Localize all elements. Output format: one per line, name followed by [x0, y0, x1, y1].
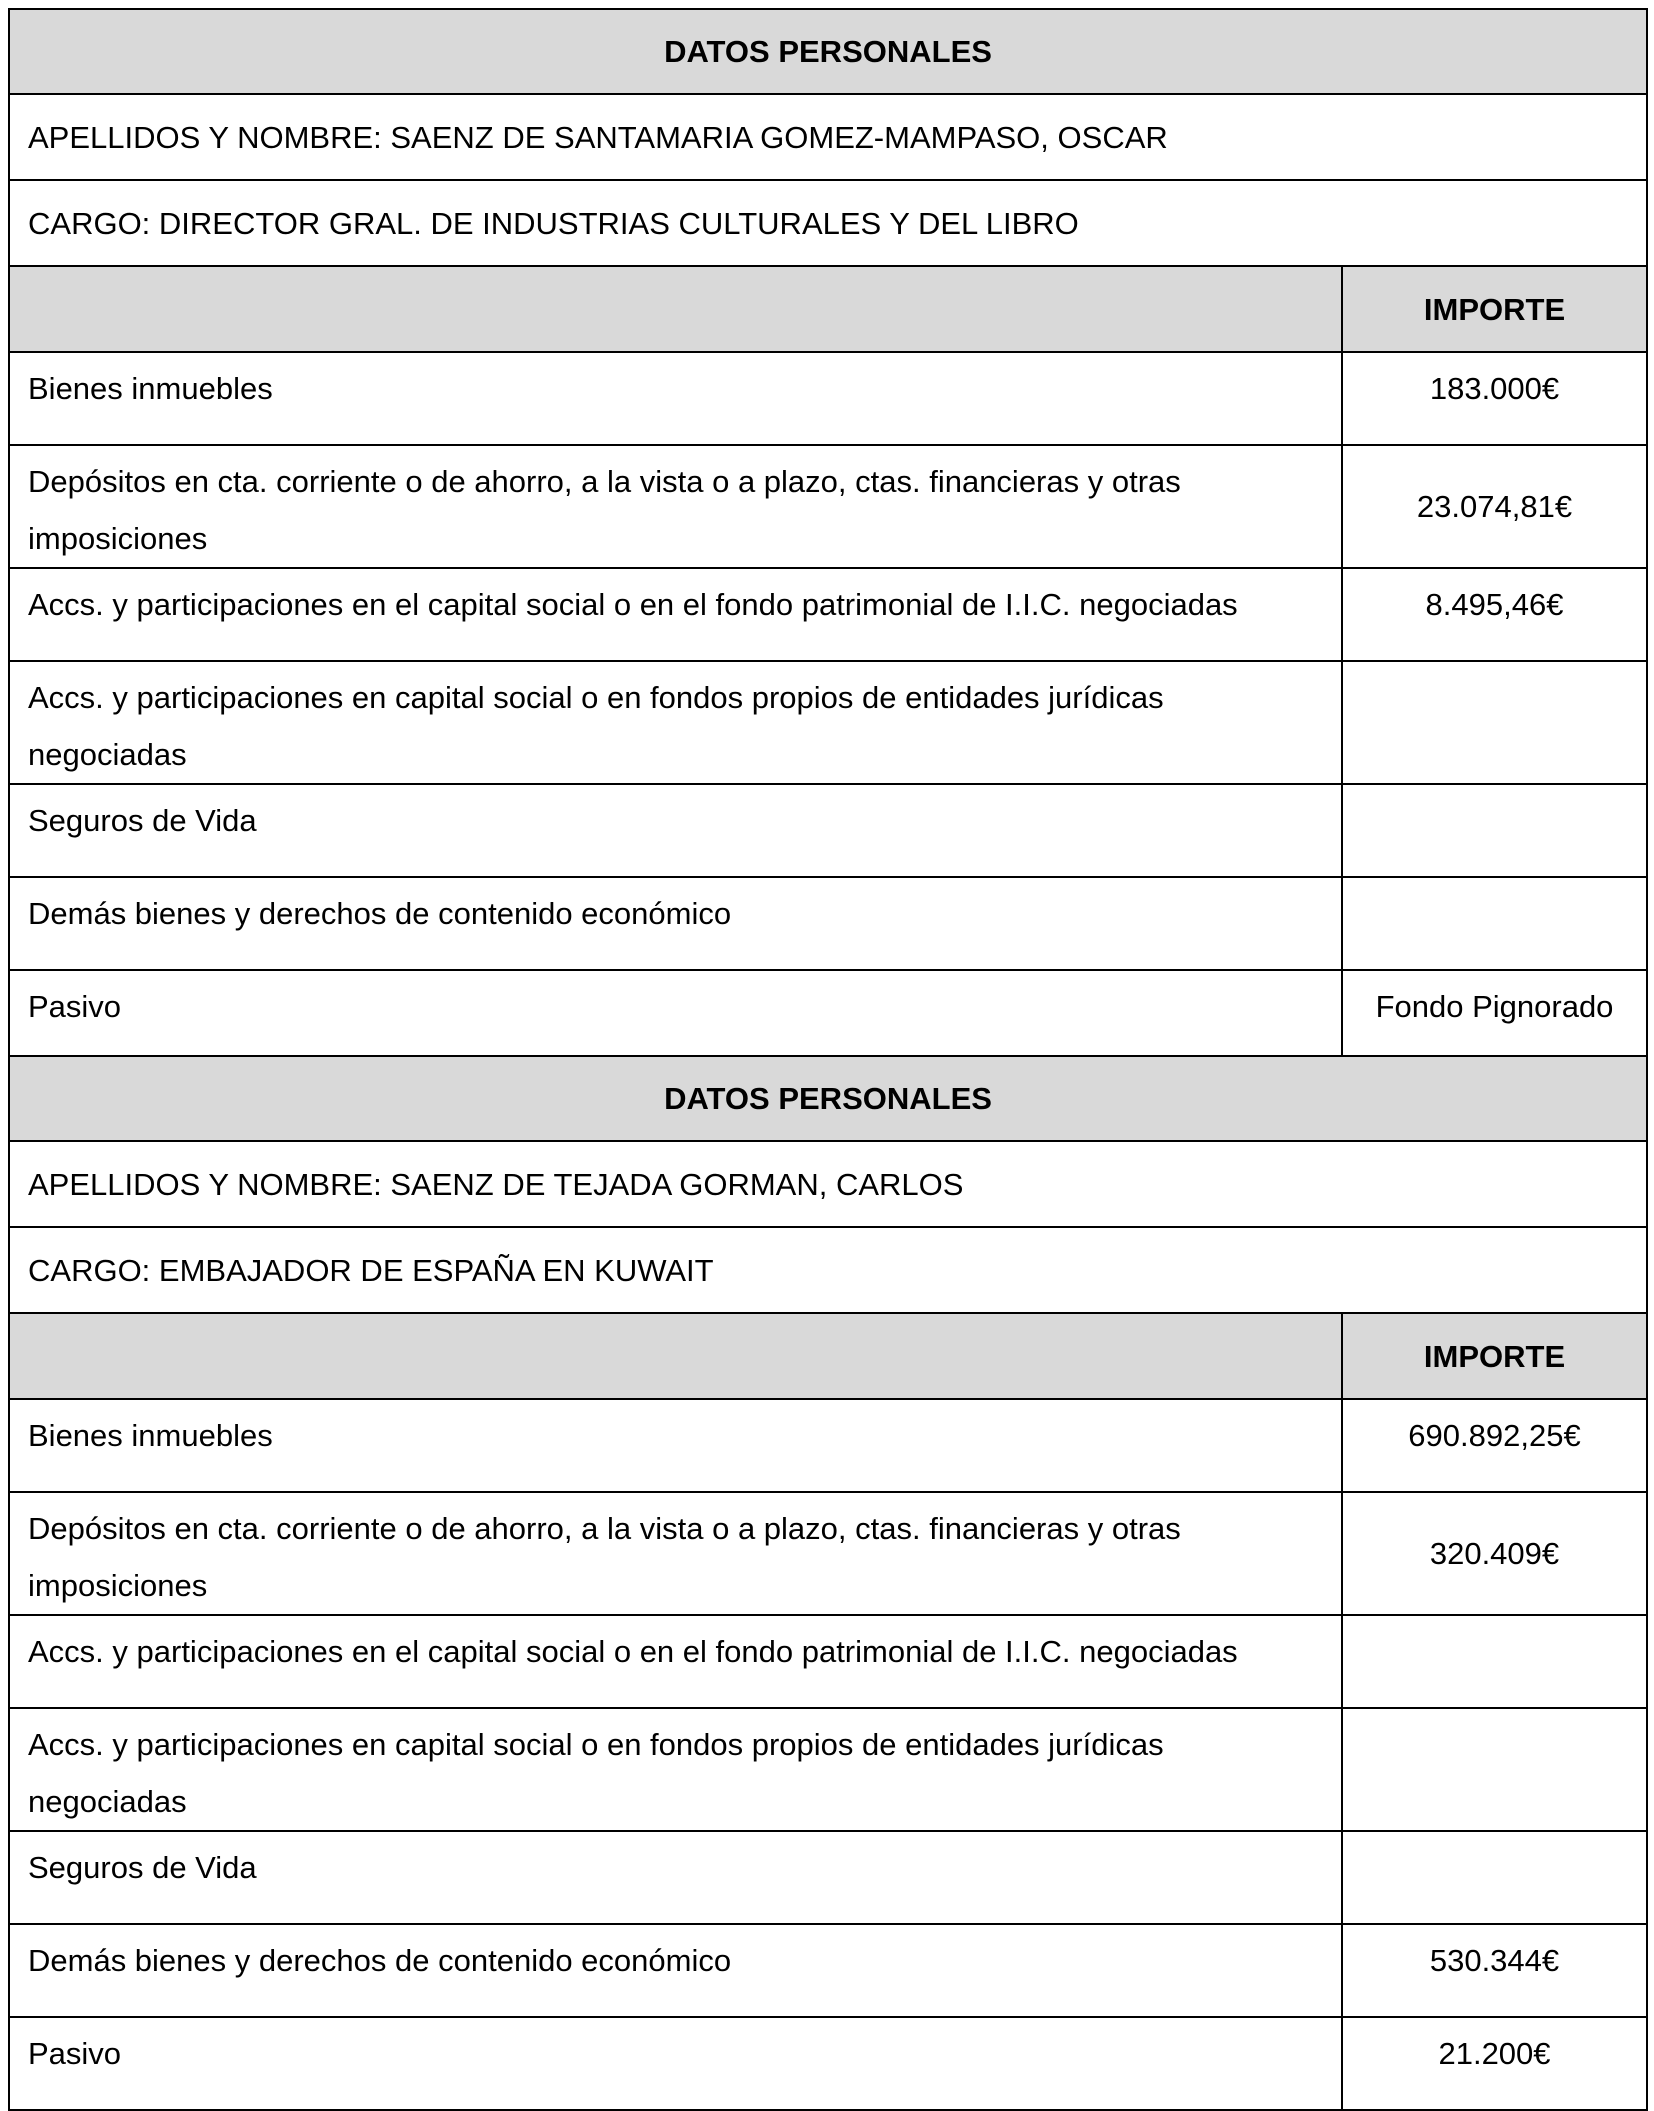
name-line: APELLIDOS Y NOMBRE: SAENZ DE SANTAMARIA GOMEZ-MAMPASO, OSCAR — [9, 94, 1647, 180]
row-label: Pasivo — [9, 970, 1342, 1063]
row-value — [1342, 1615, 1647, 1708]
table-row — [9, 445, 1647, 568]
row-label: Bienes inmuebles — [9, 352, 1342, 445]
table-row — [9, 1708, 1647, 1831]
row-label: Accs. y participaciones en capital social o en fondos propios de entidades jurídicas negociadas — [9, 661, 1342, 784]
row-label: Depósitos en cta. corriente o de ahorro, a la vista o a plazo, ctas. financieras y otras imposiciones — [9, 445, 1342, 568]
section-title: DATOS PERSONALES — [9, 9, 1647, 94]
row-value — [1342, 1708, 1647, 1831]
row-value: 8.495,46€ — [1342, 568, 1647, 661]
table-row — [9, 661, 1647, 784]
row-value — [1342, 661, 1647, 784]
row-value — [1342, 877, 1647, 970]
row-value: 183.000€ — [1342, 352, 1647, 445]
row-value — [1342, 784, 1647, 877]
row-label: Depósitos en cta. corriente o de ahorro, a la vista o a plazo, ctas. financieras y otras imposiciones — [9, 1492, 1342, 1615]
row-label: Accs. y participaciones en el capital social o en el fondo patrimonial de I.I.C. negociadas — [9, 1615, 1342, 1708]
row-value — [1342, 1831, 1647, 1924]
table-row — [9, 970, 1647, 1063]
row-value: 320.409€ — [1342, 1492, 1647, 1615]
table-row — [9, 877, 1647, 970]
table-row — [9, 1492, 1647, 1615]
row-label: Seguros de Vida — [9, 784, 1342, 877]
column-header-label — [9, 1313, 1342, 1399]
row-value: Fondo Pignorado — [1342, 970, 1647, 1063]
column-header-importe: IMPORTE — [1342, 1313, 1647, 1399]
section-title: DATOS PERSONALES — [9, 1056, 1647, 1141]
table-row — [9, 1615, 1647, 1708]
column-header-label — [9, 266, 1342, 352]
row-label: Pasivo — [9, 2017, 1342, 2110]
row-label: Seguros de Vida — [9, 1831, 1342, 1924]
declaration-table-1 — [8, 8, 1648, 1064]
row-label: Accs. y participaciones en el capital social o en el fondo patrimonial de I.I.C. negociadas — [9, 568, 1342, 661]
row-label: Accs. y participaciones en capital social o en fondos propios de entidades jurídicas negociadas — [9, 1708, 1342, 1831]
row-value: 690.892,25€ — [1342, 1399, 1647, 1492]
row-label: Bienes inmuebles — [9, 1399, 1342, 1492]
column-header-importe: IMPORTE — [1342, 266, 1647, 352]
table-row — [9, 1924, 1647, 2017]
row-label: Demás bienes y derechos de contenido económico — [9, 1924, 1342, 2017]
row-value: 530.344€ — [1342, 1924, 1647, 2017]
row-value: 23.074,81€ — [1342, 445, 1647, 568]
table-row — [9, 568, 1647, 661]
cargo-line: CARGO: DIRECTOR GRAL. DE INDUSTRIAS CULTURALES Y DEL LIBRO — [9, 180, 1647, 266]
table-row — [9, 1399, 1647, 1492]
cargo-line: CARGO: EMBAJADOR DE ESPAÑA EN KUWAIT — [9, 1227, 1647, 1313]
table-row — [9, 352, 1647, 445]
row-label: Demás bienes y derechos de contenido económico — [9, 877, 1342, 970]
table-row — [9, 2017, 1647, 2110]
declaration-table-2 — [8, 1055, 1648, 2111]
name-line: APELLIDOS Y NOMBRE: SAENZ DE TEJADA GORMAN, CARLOS — [9, 1141, 1647, 1227]
table-row — [9, 784, 1647, 877]
table-row — [9, 1831, 1647, 1924]
row-value: 21.200€ — [1342, 2017, 1647, 2110]
